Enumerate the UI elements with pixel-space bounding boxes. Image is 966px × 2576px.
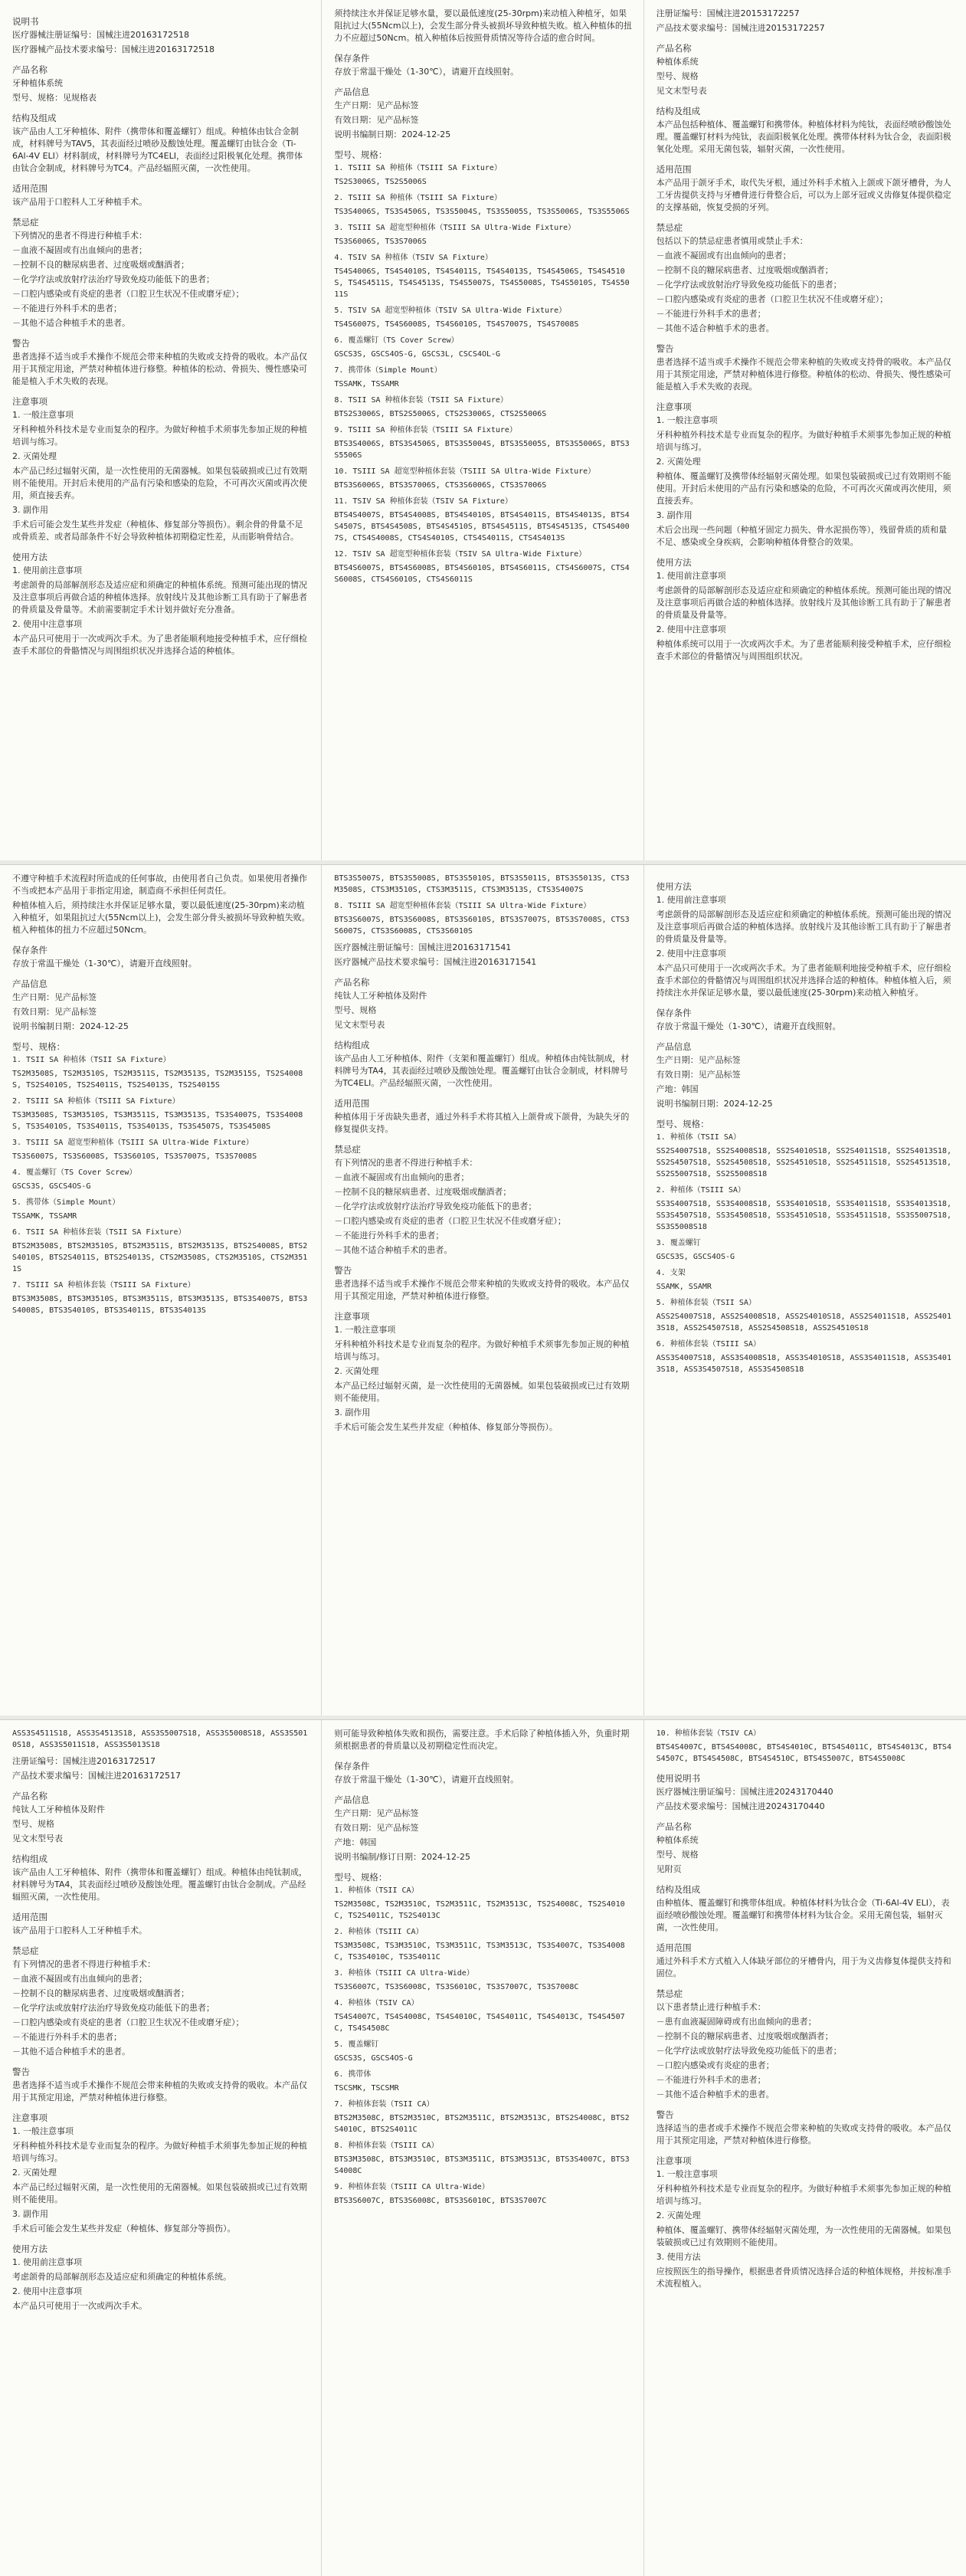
list-intro: 包括以下的禁忌症患者慎用或禁止手术： xyxy=(656,236,808,246)
section-heading: 注意事项 xyxy=(656,401,692,412)
model-group-heading: 3. 覆盖螺钉 xyxy=(656,1239,701,1247)
body-text: －化学疗法或放射治疗导致免疫功能低下的患者； xyxy=(656,280,842,290)
model-code-list: TS3M3508S, TS3M3510S, TS3M3511S, TS3M3513S, TS3S4007S, TS3S4008S, TS3S4010S, TS3S4011S, TS3S4013S, TS3S4507S, TS3S4508S xyxy=(12,1111,303,1131)
body-text: 见文末型号表 xyxy=(334,1020,385,1030)
body-text: －不能进行外科手术的患者； xyxy=(656,2075,766,2085)
body-text: 2. 使用中注意事项 xyxy=(656,949,726,959)
body-text: 本产品已经过辐射灭菌，是一次性使用的无菌器械。如果包装破损或已过有效期则不能使用。 xyxy=(12,2182,307,2204)
section-heading: 警告 xyxy=(12,2066,30,2077)
body-text: 由种植体、覆盖螺钉和携带体组成。种植体材料为钛合金（Ti-6Al-4V ELI），表面经喷砂酸蚀处理。覆盖螺钉和携带体材料为钛合金。采用无菌包装，辐射灭菌，一次性使用。 xyxy=(656,1898,950,1932)
model-code-list: ASS3S4511S18, ASS3S4513S18, ASS3S5007S18, ASS3S5008S18, ASS3S5010S18, ASS3S5011S18, ASS3S5013S18 xyxy=(12,1729,308,1749)
body-text: －口腔内感染或有炎症的患者（口腔卫生状况不佳或磨牙症）； xyxy=(12,2017,244,2027)
body-text: 2. 灭菌处理 xyxy=(334,1366,379,1376)
body-text: 种植体、覆盖螺钉及携带体经辐射灭菌处理。如果包装破损或已过有效期则不能使用。开封后未使用的产品有污染和感染的危险，不可再次灭菌或再次使用，须直接丢弃。 xyxy=(656,471,951,506)
body-text: 医疗器械注册证编号：国械注进20163171541 xyxy=(334,942,512,952)
section-heading: 注意事项 xyxy=(12,2112,47,2123)
section-heading: 禁忌症 xyxy=(12,1945,39,1956)
body-text: 本产品只可使用于一次或两次手术。为了患者能顺利地接受种植手术，应仔细检查手术部位的骨骼情况与周围组织状况并选择合适的种植体。 xyxy=(12,634,307,656)
body-text: 1. 使用前注意事项 xyxy=(12,2257,82,2267)
model-group-heading: 6. 种植体套装（TSIII SA） xyxy=(656,1340,761,1349)
body-text: 1. 一般注意事项 xyxy=(334,1325,396,1335)
section-heading: 禁忌症 xyxy=(656,1988,683,1999)
section-heading: 警告 xyxy=(334,1265,352,1276)
model-group-heading: 10. 种植体套装（TSIV CA） xyxy=(656,1729,761,1738)
body-text: 则可能导致种植体失败和损伤，需要注意。手术后除了种植体插入外，负重时期须根据患者的骨质量以及初期稳定性而决定。 xyxy=(334,1729,630,1751)
list-intro: 有下列情况的患者不得进行种植手术： xyxy=(334,1158,478,1168)
model-code-list: GSCS3S, GSCS4OS-G, GSCS3L, CSCS4OL-G xyxy=(334,350,501,359)
body-text: －不能进行外科手术的患者； xyxy=(12,2032,122,2042)
body-text: 该产品用于口腔科人工牙种植手术。 xyxy=(12,1925,147,1935)
body-text: 型号、规格 xyxy=(656,1850,699,1860)
section-heading: 使用方法 xyxy=(656,881,692,892)
model-group-heading: 5. 携带体（Simple Mount） xyxy=(12,1198,120,1207)
section-heading: 适用范围 xyxy=(12,183,47,194)
body-text: 本产品已经过辐射灭菌，是一次性使用的无菌器械。如果包装破损或已过有效期则不能使用。开封后未使用的产品有污染和感染的危险，不可再次灭菌或再次使用，须直接丢弃。 xyxy=(12,466,307,500)
section-heading: 警告 xyxy=(656,2109,674,2120)
body-text: －血液不凝固或有出血倾向的患者； xyxy=(12,245,147,255)
body-text: 存放于常温干燥处（1-30℃），请避开直线照射。 xyxy=(334,1775,519,1785)
body-text: 见附页 xyxy=(656,1864,682,1874)
body-text: 产品技术要求编号：国械注进20163172517 xyxy=(12,1771,181,1781)
body-text: －化学疗法或放射疗法治疗导致免疫功能低下的患者； xyxy=(12,2003,214,2013)
body-text: 牙种植体系统 xyxy=(12,78,63,88)
body-text: 种植体系统 xyxy=(656,1835,699,1845)
body-text: －其他不适合种植手术的患者。 xyxy=(656,2089,774,2099)
body-text: 不遵守种植手术流程时所造成的任何事故，由使用者自己负责。如果使用者操作不当或把本产品用于非指定用途，制造商不承担任何责任。 xyxy=(12,873,307,896)
body-text: 本产品包括种植体、覆盖螺钉和携带体。种植体材料为纯钛，表面经喷砂酸蚀处理。覆盖螺钉材料为纯钛，表面阳极氧化处理。携带体材料为钛合金，表面阳极氧化处理。采用无菌包装，辐射灭菌，一次性使用。 xyxy=(656,120,951,154)
model-code-list: BTS3M3508S, BTS3M3510S, BTS3M3511S, BTS3M3513S, BTS3S4007S, BTS3S4008S, BTS3S4010S, BTS3S4011S, BTS3S4013S xyxy=(12,1295,308,1315)
body-text: 说明书编制/修订日期：2024-12-25 xyxy=(334,1852,470,1862)
body-text: －口腔内感染或有炎症的患者（口腔卫生状况不佳或磨牙症）； xyxy=(334,1216,566,1226)
body-text: 产地：韩国 xyxy=(334,1837,377,1847)
body-text: －不能进行外科手术的患者； xyxy=(656,309,766,319)
body-text: 型号、规格 xyxy=(334,1005,377,1015)
model-group-heading: 6. 覆盖螺钉（TS Cover Screw） xyxy=(334,336,459,345)
model-code-list: BTS4S6007S, BTS4S6008S, BTS4S6010S, BTS4S6011S, CTS4S6007S, CTS4S6008S, CTS4S6010S, CTS4S6011S xyxy=(334,564,630,584)
body-text: 牙科种植外科技术是专业而复杂的程序。为做好种植手术须事先参加正规的种植培训与练习。 xyxy=(656,2184,951,2206)
body-text: 牙科种植外科技术是专业而复杂的程序。为做好种植手术须事先参加正规的种植培训与练习。 xyxy=(334,1339,630,1362)
body-text: －口腔内感染或有炎症的患者（口腔卫生状况不佳或磨牙症）； xyxy=(656,294,889,304)
body-text: －其他不适合种植手术的患者。 xyxy=(656,323,774,333)
section-heading: 产品名称 xyxy=(12,1791,47,1801)
model-code-list: TS3S6007C, TS3S6008C, TS3S6010C, TS3S7007C, TS3S7008C xyxy=(334,1983,579,1991)
body-text: －其他不适合种植手术的患者。 xyxy=(12,318,130,328)
model-group-heading: 4. 种植体（TSIV CA） xyxy=(334,1999,419,2007)
model-code-list: BTS3S4006S, BTS3S4506S, BTS3S5004S, BTS3S5005S, BTS3S5006S, BTS3S5506S xyxy=(334,440,630,460)
sheet-2-column-3 xyxy=(644,865,966,1716)
model-group-heading: 1. TSIII SA 种植体（TSIII SA Fixture） xyxy=(334,164,502,172)
model-group-heading: 8. 种植体套装（TSIII CA） xyxy=(334,2142,439,2150)
body-text: 种植体植入后，须持续注水并保证足够水量，要以最低速度(25-30rpm)来动植入种植牙，如果阻抗过大(55Ncm以上)，会发生部分骨头被损坏导致种植失败。植入种植体的扭力不应超过50Ncm。 xyxy=(12,900,310,935)
body-text: 1. 一般注意事项 xyxy=(12,2126,74,2136)
model-group-heading: 3. 种植体（TSIII CA Ultra-Wide） xyxy=(334,1969,474,1978)
body-text: －口腔内感染或有炎症的患者； xyxy=(656,2060,774,2070)
leaflet-sheet-3 xyxy=(0,1720,966,2576)
body-text: 须持续注水并保证足够水量，要以最低速度(25-30rpm)来动植入种植牙，如果阻抗过大(55Ncm以上)，会发生部分骨头被损坏导致种植失败。植入种植体的扭力不应超过50Ncm。植入种植体后按照骨质情况等待合适的愈合时间。 xyxy=(334,8,632,43)
sheet-2-column-1 xyxy=(0,865,322,1716)
body-text: 有效日期：见产品标签 xyxy=(334,1823,419,1833)
body-text: 生产日期：见产品标签 xyxy=(334,100,419,110)
model-code-list: ASS3S4007S18, ASS3S4008S18, ASS3S4010S18, ASS3S4011S18, ASS3S4013S18, ASS3S4507S18, ASS3S4508S18 xyxy=(656,1354,951,1374)
body-text: 产品技术要求编号：国械注进20153172257 xyxy=(656,23,825,33)
body-text: 生产日期：见产品标签 xyxy=(334,1808,419,1818)
model-code-list: TS3S4006S, TS3S4506S, TS3S5004S, TS3S5005S, TS3S5006S, TS3S5506S xyxy=(334,208,630,216)
body-text: 存放于常温干燥处（1-30℃），请避开直线照射。 xyxy=(656,1021,841,1031)
section-heading: 型号、规格： xyxy=(334,149,388,160)
model-group-heading: 3. TSIII SA 超宽型种植体（TSIII SA Ultra-Wide Fixture） xyxy=(12,1139,254,1147)
body-text: 患者选择不适当或手术操作不规范会带来种植的失败或支持骨的吸收。本产品仅用于其预定用途，严禁对种植体进行修整。 xyxy=(12,2080,307,2102)
body-text: －控制不良的糖尿病患者、过度吸烟或酗酒者； xyxy=(656,265,833,275)
body-text: 本产品只可使用于一次或两次手术。 xyxy=(12,2301,147,2311)
section-heading: 型号、规格： xyxy=(656,1119,709,1129)
model-group-heading: 2. TSIII SA 种植体（TSIII SA Fixture） xyxy=(334,194,502,202)
model-code-list: SSAMK, SSAMR xyxy=(656,1283,712,1291)
body-text: 有效日期：见产品标签 xyxy=(334,115,419,125)
body-text: 2. 灭菌处理 xyxy=(12,2168,57,2178)
model-group-heading: 9. TSIII SA 种植体套装（TSIII SA Fixture） xyxy=(334,426,517,434)
leaflet-sheet-1 xyxy=(0,0,966,860)
leaflet-sheet-2 xyxy=(0,865,966,1716)
model-group-heading: 6. 携带体 xyxy=(334,2070,372,2079)
model-code-list: BTS3S6006S, BTS3S7006S, CTS3S6006S, CTS3S7006S xyxy=(334,481,547,490)
model-group-heading: 5. 种植体套装（TSII SA） xyxy=(656,1299,756,1307)
section-heading: 注意事项 xyxy=(334,1311,370,1322)
body-text: 医疗器械注册证编号：国械注进20243170440 xyxy=(656,1787,833,1797)
model-code-list: GSCS3S, GSCS4OS-G xyxy=(656,1253,735,1261)
body-text: 3. 副作用 xyxy=(12,2209,48,2219)
body-text: 种植体、覆盖螺钉、携带体经辐射灭菌处理，为一次性使用的无菌器械。如果包装破损或已过有效期则不能使用。 xyxy=(656,2225,951,2247)
body-text: 术后会出现一些问题（种植牙固定力损失、骨水泥损伤等），残留骨质的质和量不足、感染或全身疾病，会影响种植体骨整合的效果。 xyxy=(656,525,948,547)
body-text: 产地：韩国 xyxy=(656,1084,699,1094)
body-text: 医疗器械注册证编号：国械注进20163172518 xyxy=(12,30,189,40)
body-text: －不能进行外科手术的患者； xyxy=(12,303,122,313)
section-heading: 注意事项 xyxy=(12,396,47,407)
sheet-1-column-1 xyxy=(0,0,322,860)
section-heading: 注意事项 xyxy=(656,2155,692,2166)
body-text: 注册证编号：国械注进20163172517 xyxy=(12,1756,156,1766)
body-text: －化学疗法或放射疗法治疗导致免疫功能低下的患者； xyxy=(12,274,214,284)
model-group-heading: 1. TSII SA 种植体（TSII SA Fixture） xyxy=(12,1056,171,1064)
section-heading: 保存条件 xyxy=(656,1008,692,1018)
body-text: 生产日期：见产品标签 xyxy=(656,1055,741,1065)
body-text: 本产品用于颌牙手术，取代失牙根，通过外科手术植入上颌或下颌牙槽骨，为人工牙齿提供支持与牙槽骨进行骨整合后，可以为上部牙冠或义齿修复体提供稳定的支撑基础，恢复受损的牙列。 xyxy=(656,178,951,212)
model-group-heading: 8. TSII SA 种植体套装（TSII SA Fixture） xyxy=(334,396,508,405)
body-text: 患者选择不适当或手术操作不规范会带来种植的失败或支持骨的吸收。本产品仅用于其预定用途，严禁对种植体进行修整。种植体的松动、骨损失、慢性感染可能是植入手术失败的表现。 xyxy=(12,352,307,386)
sheet-3-column-1 xyxy=(0,1720,322,2576)
section-heading: 警告 xyxy=(12,338,30,349)
section-heading: 型号、规格： xyxy=(12,1041,65,1052)
section-heading: 产品名称 xyxy=(12,64,47,75)
body-text: 考虑颌骨的局部解剖形态及适应症和须确定的种植体系统。预测可能出现的情况及注意事项后再做合适的种植体选择。放射线片及其他诊断工具有助于了解患者的骨质量及骨量等。 xyxy=(656,909,951,944)
sheet-1-column-2 xyxy=(322,0,643,860)
body-text: 1. 一般注意事项 xyxy=(12,410,74,420)
model-group-heading: 12. TSIV SA 超宽型种植体套装（TSIV SA Ultra-Wide Fixture） xyxy=(334,550,587,559)
body-text: 2. 灭菌处理 xyxy=(656,2211,701,2220)
section-heading: 结构组成 xyxy=(334,1040,370,1050)
body-text: 见文末型号表 xyxy=(656,86,707,96)
section-heading: 适用范围 xyxy=(12,1912,47,1922)
section-heading: 产品名称 xyxy=(334,977,370,988)
body-text: 1. 使用前注意事项 xyxy=(656,895,726,905)
body-text: 说明书编制日期：2024-12-25 xyxy=(334,129,451,139)
section-heading: 结构及组成 xyxy=(656,1884,701,1895)
body-text: －其他不适合种植手术的患者。 xyxy=(12,2047,130,2057)
sheet-1-column-3 xyxy=(644,0,966,860)
model-group-heading: 2. TSIII SA 种植体（TSIII SA Fixture） xyxy=(12,1097,180,1106)
sheet-2-column-2 xyxy=(322,865,643,1716)
body-text: 存放于常温干燥处（1-30℃），请避开直线照射。 xyxy=(334,67,519,77)
model-code-list: BTS2M3508S, BTS2M3510S, BTS2M3511S, BTS2M3513S, BTS2S4008S, BTS2S4010S, BTS2S4011S, BTS2S4013S, CTS2M3508S, CTS2M3510S, CTS2M3511S xyxy=(12,1242,308,1273)
body-text: 1. 一般注意事项 xyxy=(656,415,718,425)
body-text: 手术后可能会发生某些并发症（种植体、修复部分等损伤）。 xyxy=(12,2224,236,2234)
section-heading: 使用说明书 xyxy=(656,1773,701,1784)
model-code-list: TS2M3508S, TS2M3510S, TS2M3511S, TS2M3513S, TS2M3515S, TS2S4008S, TS2S4010S, TS2S4011S, TS2S4013S, TS2S4015S xyxy=(12,1070,303,1090)
section-heading: 使用方法 xyxy=(12,552,47,562)
section-heading: 产品信息 xyxy=(12,978,47,989)
body-text: 应按照医生的指导操作，根据患者骨质情况选择合适的种植体规格，并按标准手术流程植入。 xyxy=(656,2266,951,2289)
section-heading: 保存条件 xyxy=(334,1761,370,1771)
body-text: －患有血液凝固障碍或有出血倾向的患者； xyxy=(656,2017,817,2027)
body-text: 型号、规格：见规格表 xyxy=(12,93,97,103)
model-group-heading: 4. 覆盖螺钉（TS Cover Screw） xyxy=(12,1168,137,1177)
model-code-list: BTS2M3508C, BTS2M3510C, BTS2M3511C, BTS2M3513C, BTS2S4008C, BTS2S4010C, BTS2S4011C xyxy=(334,2114,630,2134)
body-text: 3. 副作用 xyxy=(334,1408,371,1417)
model-code-list: BTS3S5007S, BTS3S5008S, BTS3S5010S, BTS3S5011S, BTS3S5013S, CTS3M3508S, CTS3M3510S, CTS3M3511S, CTS3M3513S, CTS3S4007S xyxy=(334,874,630,894)
body-text: 手术后可能会发生某些并发症（种植体、修复部分等损伤）。剩余骨的骨量不足或骨质差、或者局部条件不好会导致种植体初期稳定性差，从而影响骨结合。 xyxy=(12,519,303,542)
body-text: －口腔内感染或有炎症的患者（口腔卫生状况不佳或磨牙症）； xyxy=(12,289,244,299)
section-heading: 适用范围 xyxy=(334,1098,370,1109)
model-code-list: ASS2S4007S18, ASS2S4008S18, ASS2S4010S18, ASS2S4011S18, ASS2S4013S18, ASS2S4507S18, ASS2S4508S18, ASS2S4510S18 xyxy=(656,1313,951,1332)
list-intro: 以下患者禁止进行种植手术： xyxy=(656,2002,766,2012)
section-heading: 产品信息 xyxy=(334,87,370,97)
section-heading: 警告 xyxy=(656,343,674,354)
body-text: －化学疗法或放射疗法导致免疫功能低下的患者； xyxy=(656,2046,842,2056)
model-code-list: SS2S4007S18, SS2S4008S18, SS2S4010S18, SS2S4011S18, SS2S4013S18, SS2S4507S18, SS2S4508S18, SS2S4510S18, SS2S4511S18, SS2S4513S18, SS2S5007S18, SS2S5008S18 xyxy=(656,1147,951,1178)
body-text: 种植体系统 xyxy=(656,57,699,67)
body-text: －控制不良的糖尿病患者、过度吸烟或酗酒者； xyxy=(12,260,189,270)
model-group-heading: 5. TSIV SA 超宽型种植体（TSIV SA Ultra-Wide Fixture） xyxy=(334,306,567,315)
body-text: 医疗器械产品技术要求编号：国械注进20163172518 xyxy=(12,44,214,54)
section-heading: 保存条件 xyxy=(334,53,370,64)
model-group-heading: 7. TSIII SA 种植体套装（TSIII SA Fixture） xyxy=(12,1281,195,1290)
model-group-heading: 7. 携带体（Simple Mount） xyxy=(334,366,442,375)
body-text: 牙科种植外科技术是专业而复杂的程序。为做好种植手术须事先参加正规的种植培训与练习。 xyxy=(656,430,951,452)
body-text: 见文末型号表 xyxy=(12,1834,63,1844)
body-text: 考虑颌骨的局部解剖形态及适应症和须确定的种植体系统。 xyxy=(12,2272,231,2282)
section-heading: 产品名称 xyxy=(656,43,692,54)
body-text: 生产日期：见产品标签 xyxy=(12,992,97,1002)
model-code-list: BTS3M3508C, BTS3M3510C, BTS3M3511C, BTS3M3513C, BTS3S4007C, BTS3S4008C xyxy=(334,2155,630,2175)
body-text: 该产品由人工牙种植体、附件（支架和覆盖螺钉）组成。种植体由纯钛制成，材料牌号为TA4，其表面经过喷砂及酸蚀处理。覆盖螺钉由钛合金制成，材料牌号为TC4ELI。产品经辐照灭菌，一次性使用。 xyxy=(334,1054,630,1088)
model-code-list: BTS2S3006S, BTS2S5006S, CTS2S3006S, CTS2S5006S xyxy=(334,410,547,418)
section-heading: 使用方法 xyxy=(656,557,692,568)
section-heading: 使用方法 xyxy=(12,2243,47,2254)
model-code-list: TSCSMK, TSCSMR xyxy=(334,2084,399,2093)
model-group-heading: 1. 种植体（TSII CA） xyxy=(334,1886,419,1895)
body-text: 说明书编制日期：2024-12-25 xyxy=(12,1021,129,1031)
model-code-list: TS3S6007S, TS3S6008S, TS3S6010S, TS3S7007S, TS3S7008S xyxy=(12,1152,257,1161)
model-code-list: TS2S3006S, TS2S5006S xyxy=(334,178,427,186)
section-heading: 结构组成 xyxy=(12,1853,47,1864)
section-heading: 禁忌症 xyxy=(334,1144,361,1155)
model-code-list: TS2M3508C, TS2M3510C, TS2M3511C, TS2M3513C, TS2S4008C, TS2S4010C, TS2S4011C, TS2S4013C xyxy=(334,1900,625,1920)
body-text: 本产品只可使用于一次或两次手术。为了患者能顺利地接受种植手术，应仔细检查手术部位的骨骼情况与周围组织状况并选择合适的种植体。种植体植入后，须持续注水并保证足够水量，要以最低速度(25-30rpm)来动植入种植牙。 xyxy=(656,963,951,998)
model-code-list: BTS4S4007S, BTS4S4008S, BTS4S4010S, BTS4S4011S, BTS4S4013S, BTS4S4507S, BTS4S4508S, BTS4S4510S, BTS4S4511S, BTS4S4513S, CTS4S4007S, CTS4S4008S, CTS4S4010S, CTS4S4011S, CTS4S4013S xyxy=(334,511,630,542)
body-text: 选择适当的患者或手术操作不规范会带来种植的失败或支持骨的吸收。本产品仅用于其预定用途，严禁对种植体进行修整。 xyxy=(656,2123,951,2145)
body-text: 3. 副作用 xyxy=(12,505,48,515)
body-text: 3. 使用方法 xyxy=(656,2252,701,2262)
body-text: 有效日期：见产品标签 xyxy=(656,1070,741,1080)
body-text: 牙科种植外科技术是专业而复杂的程序。为做好种植手术须事先参加正规的种植培训与练习。 xyxy=(12,424,307,447)
body-text: －化学疗法或放射疗法治疗导致免疫功能低下的患者； xyxy=(334,1201,537,1211)
section-heading: 型号、规格： xyxy=(334,1872,388,1883)
model-group-heading: 9. 种植体套装（TSIII CA Ultra-Wide） xyxy=(334,2183,490,2191)
model-code-list: TS3M3508C, TS3M3510C, TS3M3511C, TS3M3513C, TS3S4007C, TS3S4008C, TS3S4010C, TS3S4011C xyxy=(334,1942,625,1961)
model-code-list: GSCS3S, GSCS4OS-G xyxy=(334,2054,413,2063)
model-group-heading: 7. 种植体套装（TSII CA） xyxy=(334,2100,434,2109)
body-text: 2. 使用中注意事项 xyxy=(12,619,82,629)
body-text: 2. 使用中注意事项 xyxy=(12,2286,82,2296)
body-text: 医疗器械产品技术要求编号：国械注进20163171541 xyxy=(334,957,537,967)
model-group-heading: 5. 覆盖螺钉 xyxy=(334,2040,379,2049)
model-group-heading: 11. TSIV SA 种植体套装（TSIV SA Fixture） xyxy=(334,497,512,506)
section-heading: 保存条件 xyxy=(12,945,47,955)
section-heading: 适用范围 xyxy=(656,164,692,175)
model-group-heading: 6. TSII SA 种植体套装（TSII SA Fixture） xyxy=(12,1228,186,1237)
model-group-heading: 2. 种植体（TSIII CA） xyxy=(334,1928,424,1936)
body-text: 患者选择不适当或手术操作不规范会带来种植的失败或支持骨的吸收。本产品仅用于其预定用途，严禁对种植体进行修整。种植体的松动、骨损失、慢性感染可能是植入手术失败的表现。 xyxy=(656,357,951,392)
body-text: 3. 副作用 xyxy=(656,510,693,520)
body-text: 2. 使用中注意事项 xyxy=(656,624,726,634)
body-text: －控制不良的糖尿病患者、过度吸烟或酗酒者； xyxy=(12,1988,189,1998)
model-group-heading: 4. TSIV SA 种植体（TSIV SA Fixture） xyxy=(334,254,493,262)
body-text: －控制不良的糖尿病患者、过度吸烟或酗酒者； xyxy=(656,2031,833,2041)
section-heading: 产品名称 xyxy=(656,1821,692,1832)
body-text: 型号、规格 xyxy=(656,71,699,81)
body-text: 本产品已经过辐射灭菌，是一次性使用的无菌器械。如果包装破损或已过有效期则不能使用。 xyxy=(334,1381,630,1403)
model-code-list: BTS4S4007C, BTS4S4008C, BTS4S4010C, BTS4S4011C, BTS4S4013C, BTS4S4507C, BTS4S4508C, BTS4S4510C, BTS4S5007C, BTS4S5008C xyxy=(656,1743,951,1763)
model-code-list: TSSAMK, TSSAMR xyxy=(12,1212,77,1221)
model-group-heading: 3. TSIII SA 超宽型种植体（TSIII SA Ultra-Wide Fixture） xyxy=(334,224,576,232)
model-code-list: GSCS3S, GSCS4OS-G xyxy=(12,1182,91,1191)
section-heading: 产品信息 xyxy=(334,1794,370,1805)
body-text: 存放于常温干燥处（1-30℃），请避开直线照射。 xyxy=(12,959,197,968)
section-heading: 说明书 xyxy=(12,16,39,27)
body-text: 2. 灭菌处理 xyxy=(12,451,57,461)
model-group-heading: 2. 种植体（TSIII SA） xyxy=(656,1186,745,1195)
model-group-heading: 10. TSIII SA 超宽型种植体套装（TSIII SA Ultra-Wide Fixture） xyxy=(334,467,596,476)
model-code-list: BTS3S6007C, BTS3S6008C, BTS3S6010C, BTS3S7007C xyxy=(334,2197,547,2205)
model-code-list: SS3S4007S18, SS3S4008S18, SS3S4010S18, SS3S4011S18, SS3S4013S18, SS3S4507S18, SS3S4508S18, SS3S4510S18, SS3S4511S18, SS3S5007S18, SS3S5008S18 xyxy=(656,1200,951,1231)
body-text: 通过外科手术方式植入人体缺牙部位的牙槽骨内，用于为义齿修复体提供支持和固位。 xyxy=(656,1956,951,1978)
body-text: －不能进行外科手术的患者； xyxy=(334,1231,444,1240)
model-code-list: TS4S4006S, TS4S4010S, TS4S4011S, TS4S4013S, TS4S4506S, TS4S4510S, TS4S4511S, TS4S4513S, TS4S5007S, TS4S5008S, TS4S5010S, TS4S5011S xyxy=(334,267,630,299)
model-group-heading: 4. 支架 xyxy=(656,1269,686,1277)
body-text: －控制不良的糖尿病患者、过度吸烟或酗酒者； xyxy=(334,1187,512,1197)
body-text: －其他不适合种植手术的患者。 xyxy=(334,1245,453,1255)
body-text: 该产品由人工牙种植体、附件（携带体和覆盖螺钉）组成。种植体由钛合金制成，材料牌号为TAV5，其表面经过喷砂及酸蚀处理。覆盖螺钉由钛合金（Ti-6Al-4V ELI）材料制成，材料牌号为TC4ELI，表面经过阳极氧化处理。携带体由钛合金制成，材料牌号为TC4。产品经辐照灭菌，一次性使用。 xyxy=(12,126,303,173)
sheet-3-column-3 xyxy=(644,1720,966,2576)
body-text: 该产品由人工牙种植体、附件（携带体和覆盖螺钉）组成。种植体由纯钛制成，材料牌号为TA4，其表面经过喷砂及酸蚀处理。覆盖螺钉由钛合金制成。产品经辐照灭菌，一次性使用。 xyxy=(12,1867,307,1902)
body-text: 该产品用于口腔科人工牙种植手术。 xyxy=(12,197,147,207)
body-text: 型号、规格 xyxy=(12,1819,54,1829)
body-text: －血液不凝固或有出血倾向的患者； xyxy=(656,251,791,261)
model-code-list: BTS3S6007S, BTS3S6008S, BTS3S6010S, BTS3S7007S, BTS3S7008S, CTS3S6007S, CTS3S6008S, CTS3S6010S xyxy=(334,916,630,936)
sheet-3-column-2 xyxy=(322,1720,643,2576)
list-intro: 有下列情况的患者不得进行种植手术： xyxy=(12,1959,156,1969)
body-text: 1. 使用前注意事项 xyxy=(656,571,726,581)
model-code-list: TS4S6007S, TS4S6008S, TS4S6010S, TS4S7007S, TS4S7008S xyxy=(334,320,579,329)
section-heading: 禁忌症 xyxy=(12,217,39,228)
model-code-list: TS4S4007C, TS4S4008C, TS4S4010C, TS4S4011C, TS4S4013C, TS4S4507C, TS4S4508C xyxy=(334,2013,625,2033)
model-code-list: TSSAMK, TSSAMR xyxy=(334,380,399,388)
model-group-heading: 8. TSIII SA 超宽型种植体套装（TSIII SA Ultra-Wide Fixture） xyxy=(334,902,591,910)
section-heading: 产品信息 xyxy=(656,1041,692,1052)
body-text: －血液不凝固或有出血倾向的患者； xyxy=(334,1172,470,1182)
section-heading: 适用范围 xyxy=(656,1942,692,1953)
body-text: 说明书编制日期：2024-12-25 xyxy=(656,1099,773,1109)
section-heading: 结构及组成 xyxy=(12,113,57,123)
body-text: 手术后可能会发生某些并发症（种植体、修复部分等损伤）。 xyxy=(334,1422,558,1432)
body-text: 1. 一般注意事项 xyxy=(656,2169,718,2179)
body-text: 种植体用于牙齿缺失患者，通过外科手术将其植入上颌骨或下颌骨，为缺失牙的修复提供支持。 xyxy=(334,1112,630,1134)
body-text: 产品技术要求编号：国械注进20243170440 xyxy=(656,1801,825,1811)
body-text: 种植体系统可以用于一次或两次手术。为了患者能顺利接受种植手术，应仔细检查手术部位的骨骼情况与周围组织状况。 xyxy=(656,639,951,661)
body-text: 考虑颌骨的局部解剖形态及适应症和须确定的种植体系统。预测可能出现的情况及注意事项后再做合适的种植体选择。放射线片及其他诊断工具有助于了解患者的骨质量及骨量等。术前需要制定手术计划并做好充分准备。 xyxy=(12,580,307,615)
model-group-heading: 1. 种植体（TSII SA） xyxy=(656,1133,741,1142)
body-text: 注册证编号：国械注进20153172257 xyxy=(656,8,800,18)
body-text: 有效日期：见产品标签 xyxy=(12,1007,97,1017)
body-text: －血液不凝固或有出血倾向的患者； xyxy=(12,1974,147,1984)
section-heading: 结构及组成 xyxy=(656,106,701,116)
body-text: 患者选择不适当或手术操作不规范会带来种植的失败或支持骨的吸收。本产品仅用于其预定用途，严禁对种植体进行修整。 xyxy=(334,1279,630,1301)
body-text: 1. 使用前注意事项 xyxy=(12,565,82,575)
model-code-list: TS3S6006S, TS3S7006S xyxy=(334,238,427,246)
list-intro: 下列情况的患者不得进行种植手术： xyxy=(12,231,147,241)
body-text: 考虑颌骨的局部解剖形态及适应症和须确定的种植体系统。预测可能出现的情况及注意事项后再做合适的种植体选择。放射线片及其他诊断工具有助于了解患者的骨质量及骨量等。 xyxy=(656,585,951,620)
body-text: 纯钛人工牙种植体及附件 xyxy=(12,1804,105,1814)
body-text: 纯钛人工牙种植体及附件 xyxy=(334,991,427,1001)
body-text: 2. 灭菌处理 xyxy=(656,457,701,467)
body-text: 牙科种植外科技术是专业而复杂的程序。为做好种植手术须事先参加正规的种植培训与练习。 xyxy=(12,2141,307,2163)
section-heading: 禁忌症 xyxy=(656,222,683,233)
